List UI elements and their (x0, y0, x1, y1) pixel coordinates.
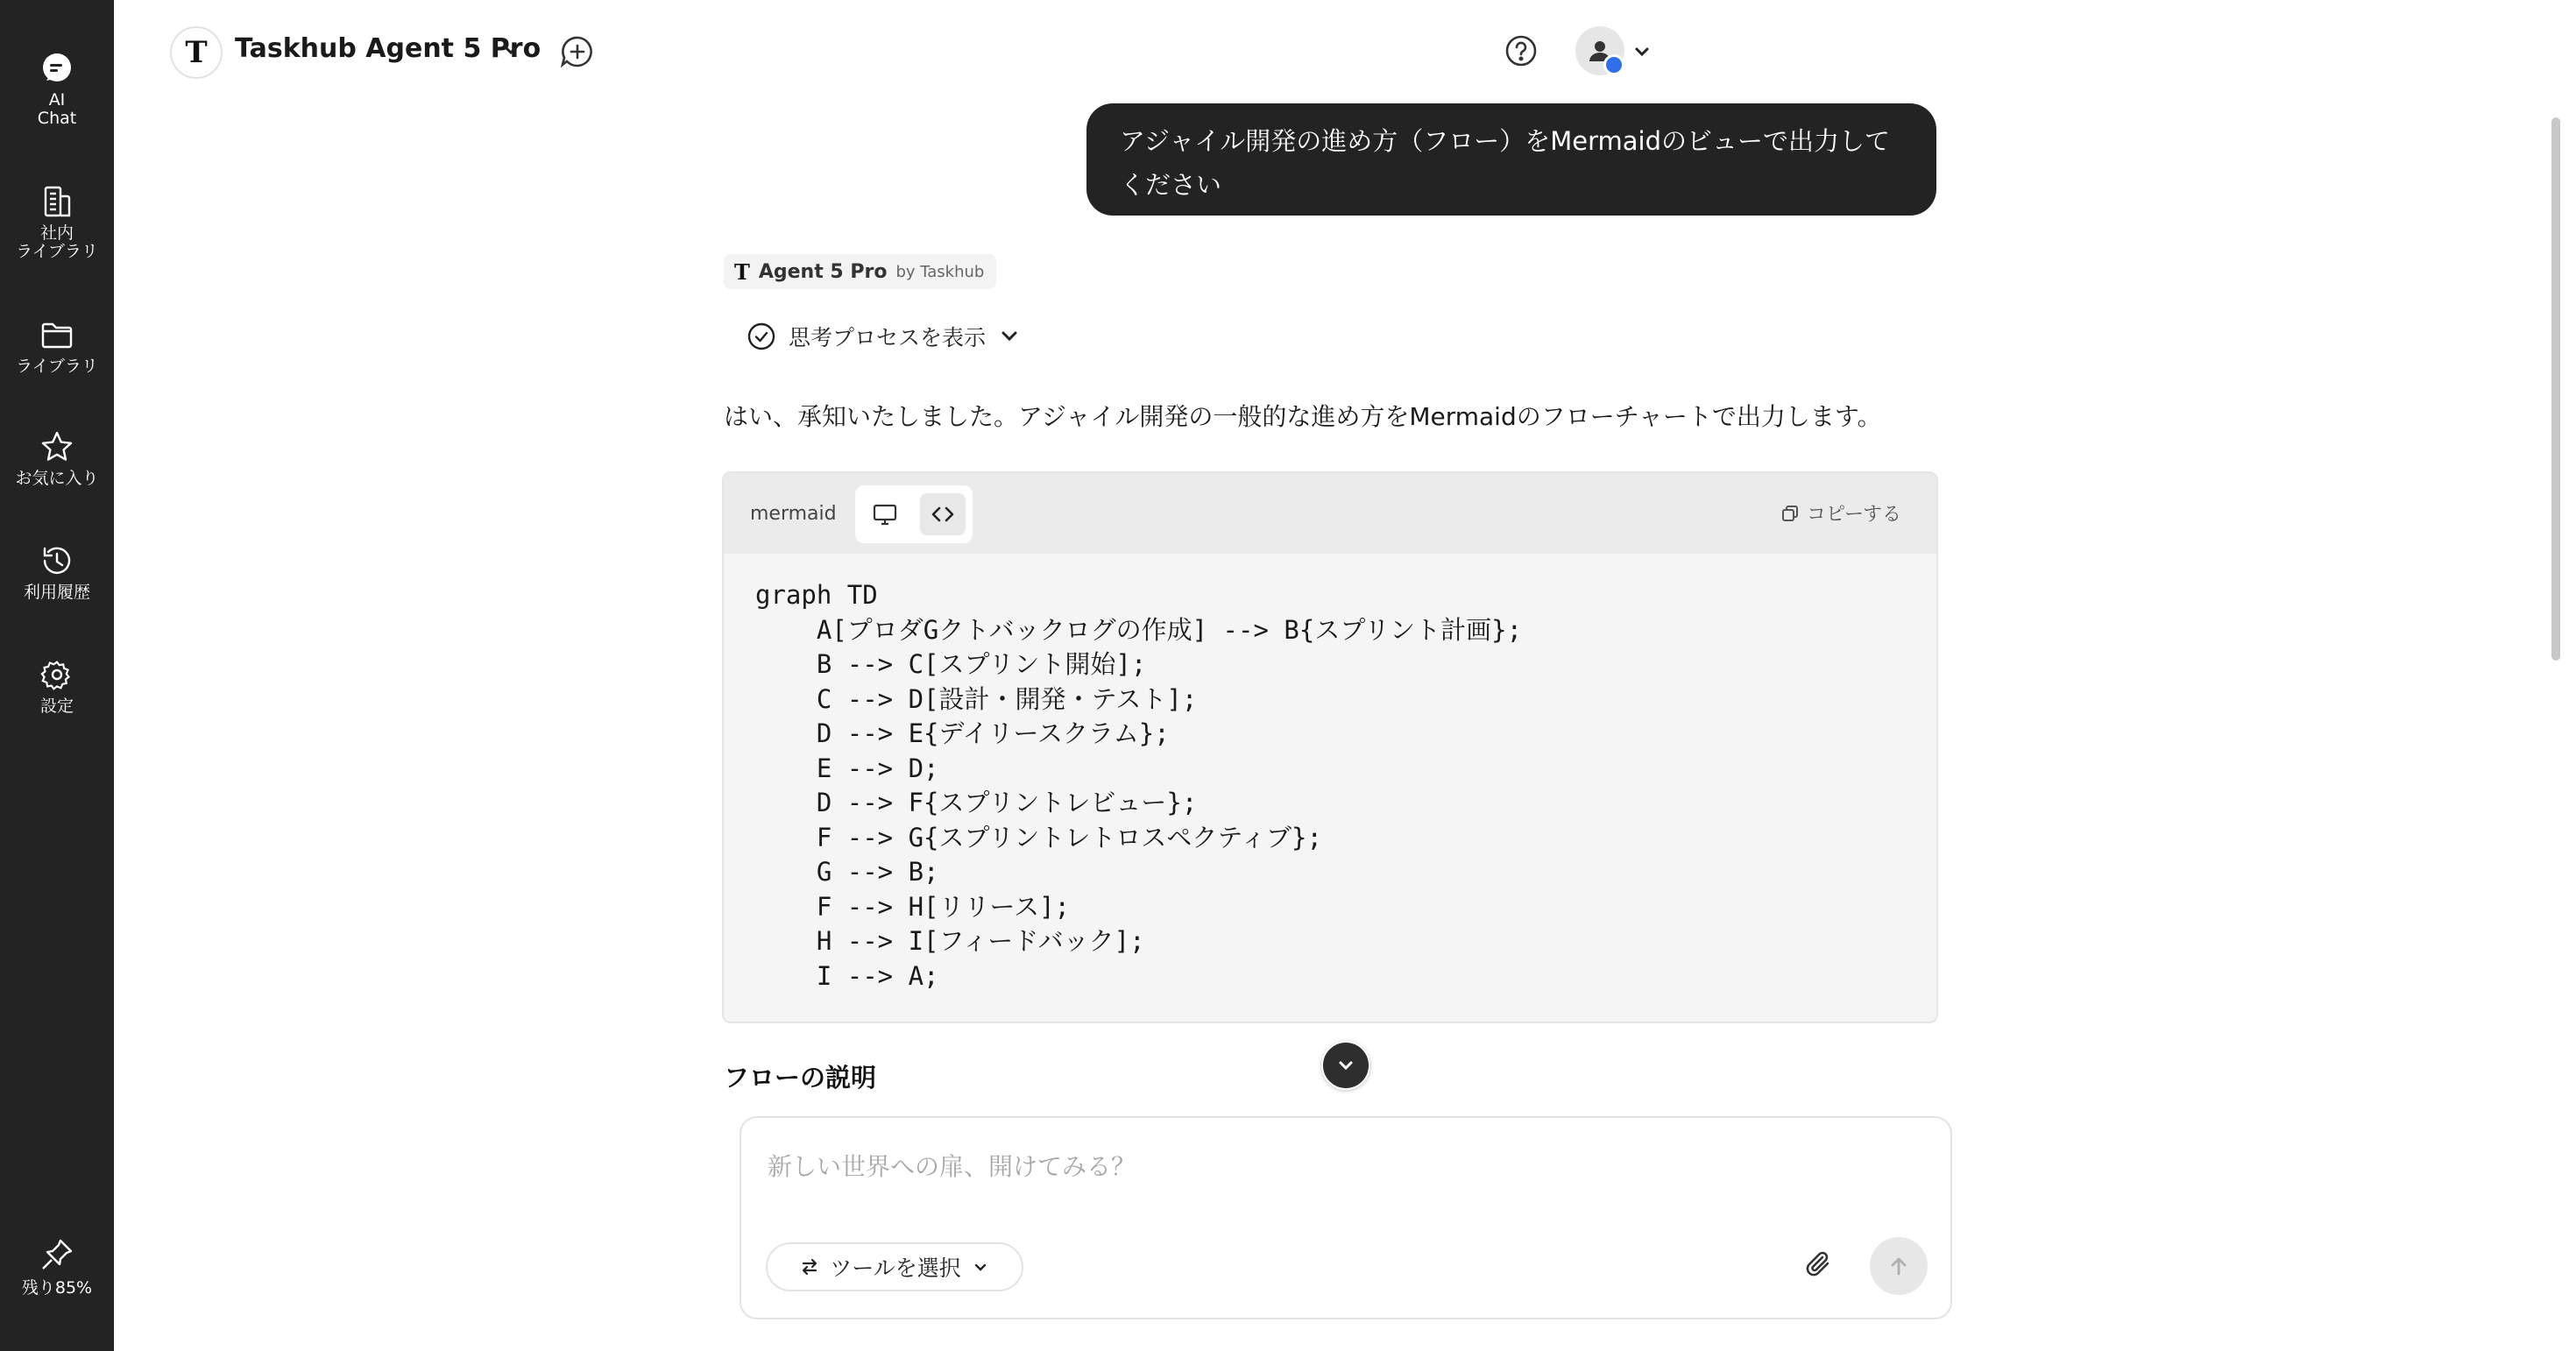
code-block-header (724, 473, 1936, 554)
star-icon (39, 429, 74, 464)
sidebar-item-label: お気に入り (15, 469, 99, 488)
usage-remaining-label: 残り85% (21, 1278, 93, 1298)
building-icon (39, 184, 74, 219)
gear-icon (39, 657, 74, 692)
agent-tag (724, 254, 996, 289)
agent-name: Agent 5 Pro (758, 260, 888, 283)
help-icon[interactable] (1504, 33, 1539, 68)
sidebar-item-history[interactable] (0, 543, 114, 602)
sidebar-item-favorites[interactable] (0, 429, 114, 488)
sidebar-item-company-library[interactable] (0, 184, 114, 261)
agent-logo: T (734, 258, 750, 285)
section-heading: フローの説明 (724, 1063, 877, 1093)
assistant-intro-text: はい、承知いたしました。アジャイル開発の一般的な進め方をMermaidのフローチャートで出力します。 (724, 402, 1882, 431)
chevron-down-icon (972, 1258, 989, 1276)
sidebar-item-library[interactable] (0, 317, 114, 376)
tool-select-button[interactable] (766, 1242, 1023, 1291)
monitor-icon (872, 501, 898, 527)
chevron-down-icon (1334, 1054, 1357, 1077)
sidebar-item-label: 社内 ライブラリ (16, 223, 98, 261)
code-view-button[interactable] (920, 493, 966, 535)
message-composer[interactable] (740, 1116, 1952, 1319)
thinking-process-label: 思考プロセスを表示 (789, 325, 987, 350)
tool-select-label: ツールを選択 (830, 1256, 961, 1281)
sidebar-item-label: 利用履歴 (23, 583, 90, 602)
chevron-down-icon[interactable] (499, 39, 522, 61)
check-circle-icon (747, 322, 776, 351)
sidebar-item-label: ライブラリ (16, 357, 98, 376)
view-toggle (855, 485, 973, 543)
swap-icon (800, 1257, 819, 1277)
copy-icon (1780, 504, 1800, 523)
chevron-down-icon[interactable] (1632, 42, 1652, 61)
sidebar-item-label: AI Chat (37, 90, 77, 128)
thinking-process-toggle[interactable] (747, 321, 1021, 352)
send-button[interactable] (1870, 1237, 1928, 1295)
chat-bubble-icon (39, 51, 74, 86)
folder-icon (39, 317, 74, 352)
sidebar-item-settings[interactable] (0, 657, 114, 716)
model-logo[interactable]: T (170, 26, 223, 79)
sidebar-item-ai-chat[interactable] (0, 51, 114, 128)
copy-button[interactable] (1780, 499, 1901, 527)
code-icon (930, 501, 956, 527)
chevron-down-icon (998, 325, 1021, 348)
preview-view-button[interactable] (862, 493, 908, 535)
usage-remaining[interactable] (0, 1235, 114, 1298)
code-content: graph TD A[プロダGクトバックログの作成] --> B{スプリント計画}; B --> C[スプリント開始]; C --> D[設計・開発・テスト]; D --> E{デイリースクラム}; E --> D; D --> F{スプリントレビュー}; F --> G{スプリントレトロスペクティブ}; G --> B; F --> H[リリース]; H --> I[フィードバック]; I --> A; (755, 580, 1523, 991)
code-block (722, 471, 1938, 1023)
history-icon (39, 543, 74, 578)
model-selector[interactable]: Taskhub Agent 5 Pro (235, 33, 541, 64)
scrollbar[interactable] (2551, 117, 2560, 661)
top-header (114, 0, 2576, 103)
code-language-label: mermaid (750, 503, 837, 525)
pin-icon (38, 1235, 76, 1274)
new-chat-icon[interactable] (559, 33, 596, 70)
agent-provider: by Taskhub (895, 262, 985, 281)
sidebar-item-label: 設定 (39, 697, 74, 716)
admin-badge-icon (1603, 54, 1624, 75)
scroll-to-bottom-button[interactable] (1321, 1041, 1370, 1090)
sidebar (0, 0, 114, 1351)
message-input[interactable]: 新しい世界への扉、開けてみる？ (768, 1152, 1136, 1181)
attach-icon[interactable] (1801, 1248, 1836, 1283)
arrow-up-icon (1886, 1253, 1912, 1279)
copy-label: コピーする (1806, 504, 1901, 526)
user-message: アジャイル開発の進め方（フロー）をMermaidのビューで出力してください (1086, 103, 1936, 216)
